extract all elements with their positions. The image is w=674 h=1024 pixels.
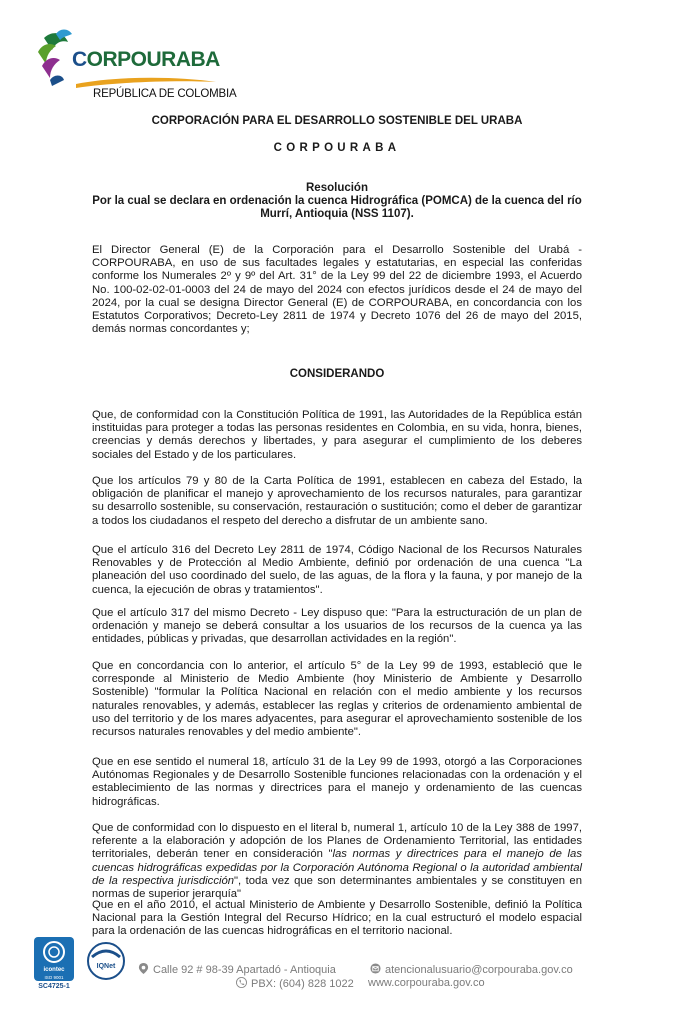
paragraph-2 <box>92 475 582 528</box>
paragraph-6 <box>92 756 582 809</box>
footer-email <box>370 963 573 976</box>
icontec-badge <box>34 937 74 981</box>
website-link[interactable]: www.corpouraba.gov.co <box>368 977 485 989</box>
paragraph-text: Que en concordancia con lo anterior, el artículo 5° de la Ley 99 de 1993, estableció que le corresponde al Ministerio de Medio Ambiente (hoy Ministerio de Ambiente y Desarrollo Sostenible) "formular la Política Nacional en relación con el medio ambiente y los recursos naturales renovables, y además, establecer las reglas y criterios de ordenamiento ambiental de uso del territorio y de los mares adyacentes, para asegurar el aprovechamiento sostenible de los recursos naturales renovables y del medio ambiente". <box>92 660 582 739</box>
footer-phone <box>236 977 354 990</box>
preamble-text: El Director General (E) de la Corporación para el Desarrollo Sostenible del Urabá - CORPOURABA, en uso de sus facultades legales y estatutarias, en especial las conferidas conforme los Numerales 2º y 9º del Art. 31° de la Ley 99 del 22 de diciembre 1993, el Acuerdo No. 100-02-02-01-0003 del 24 de mayo del 2024 con efectos jurídicos desde el 24 de mayo del 2024, por la cual se designa Director General (E) de CORPOURABA, en concordancia con los Estatutos Corporativos; Decreto-Ley 2811 de 1974 y Decreto 1076 del 26 de mayo del 2015, demás normas concordantes y; <box>92 244 582 336</box>
logo-swoosh-icon <box>76 76 216 88</box>
resolution-heading: Resolución <box>306 182 368 194</box>
page-footer <box>0 935 674 1015</box>
paragraph-text: Que los artículos 79 y 80 de la Carta Política de 1991, establecen en cabeza del Estado, la obligación de planificar el manejo y aprovechamiento de los recursos naturales, para garantizar su desarrollo sostenible, su conservación, restauración o sustitución; como el deber de garantizar a todos los ciudadanos el respeto del derecho a disfrutar de un ambiente sano. <box>92 475 582 527</box>
paragraph-text: Que en ese sentido el numeral 18, artículo 31 de la Ley 99 de 1993, otorgó a las Corporaciones Autónomas Regionales y de Desarrollo Sostenible funciones relacionadas con la ordenación y el establecimiento de las normas y directrices para el manejo y ordenamiento de las cuencas hidrográficas. <box>92 756 582 808</box>
paragraph-5 <box>92 660 582 739</box>
paragraph-7-part2: ", toda vez que son determinantes ambientales y se constituyen en normas de superior jerarquía" <box>92 874 582 901</box>
footer-website <box>368 977 485 989</box>
paragraph-1 <box>92 409 582 462</box>
org-short-name: CORPOURABA <box>273 142 401 154</box>
iqnet-label: IQNet <box>96 963 116 970</box>
address-text: Calle 92 # 98-39 Apartadó - Antioquia <box>153 964 336 976</box>
paragraph-7-part1: Que de conformidad con lo dispuesto en el literal b, numeral 1, artículo 10 de la Ley 388 de 1997, referente a la elaboración y adopción de los Planes de Ordenamiento Territorial, las entidades territoriales, deberán tener en consideración " <box>92 822 582 861</box>
location-icon <box>138 963 149 974</box>
certificate-code: SC4725-1 <box>38 983 70 990</box>
paragraph-text: Que el artículo 317 del mismo Decreto - Ley dispuso que: "Para la estructuración de un plan de ordenación y manejo se deberá consultar a los usuarios de los recursos de la cuenca ya las entidades, públicas y privadas, que desarrollan actividades en la región". <box>92 607 582 646</box>
phone-text: PBX: (604) 828 1022 <box>251 978 354 990</box>
paragraph-8 <box>92 899 582 939</box>
org-name: CORPORACIÓN PARA EL DESARROLLO SOSTENIBLE DEL URABA <box>151 115 523 127</box>
paragraph-3 <box>92 544 582 597</box>
resolution-title: Por la cual se declara en ordenación la cuenca Hidrográfica (POMCA) de la cuenca del río Murrí, Antioquia (NSS 1107). <box>92 195 582 220</box>
icontec-iso: ISO 9001 <box>44 975 64 980</box>
icontec-label: icontec <box>43 967 65 973</box>
paragraph-4 <box>92 607 582 647</box>
email-text[interactable]: atencionalusuario@corpouraba.gov.co <box>385 964 573 976</box>
icontec-emblem-icon <box>34 937 74 967</box>
paragraph-7-italic: las normas y directrices para el manejo de las cuencas hidrográficas expedidas por la Corporación Autónoma Regional o la autoridad ambiental de la respectiva jurisdicción <box>92 848 582 887</box>
icontec-seal <box>34 937 74 997</box>
email-icon <box>370 963 381 974</box>
preamble-paragraph <box>92 244 582 336</box>
republic-label: REPÚBLICA DE COLOMBIA <box>93 88 237 100</box>
paragraph-text: Que el artículo 316 del Decreto Ley 2811 de 1974, Código Nacional de los Recursos Naturales Renovables y de Protección al Medio Ambiente, definió por ordenación de una cuenca "La planeación del uso coordinado del suelo, de las aguas, de la flora y la fauna, y por manejo de la cuenca, la ejecución de obras y tratamientos". <box>92 544 582 596</box>
paragraph-text: Que en el año 2010, el actual Ministerio de Ambiente y Desarrollo Sostenible, definió la Política Nacional para la Gestión Integral del Recurso Hídrico; en la cual estructuró el modelo espacial para la ordenación de las cuencas hidrográficas en el territorio nacional. <box>92 899 582 938</box>
paragraph-7 <box>92 822 582 901</box>
iqnet-seal-icon <box>86 941 126 981</box>
considerando-heading: CONSIDERANDO <box>289 368 385 380</box>
paragraph-text: Que, de conformidad con la Constitución Política de 1991, las Autoridades de la República están instituidas para proteger a todas las personas residentes en Colombia, en su vida, honra, bienes, creencias y demás derechos y libertades, y para asegurar el cumplimiento de los deberes sociales del Estado y de los particulares. <box>92 409 582 461</box>
phone-icon <box>236 977 247 988</box>
logo-wordmark: CORPOURABA <box>72 48 220 71</box>
footer-address <box>138 963 336 976</box>
